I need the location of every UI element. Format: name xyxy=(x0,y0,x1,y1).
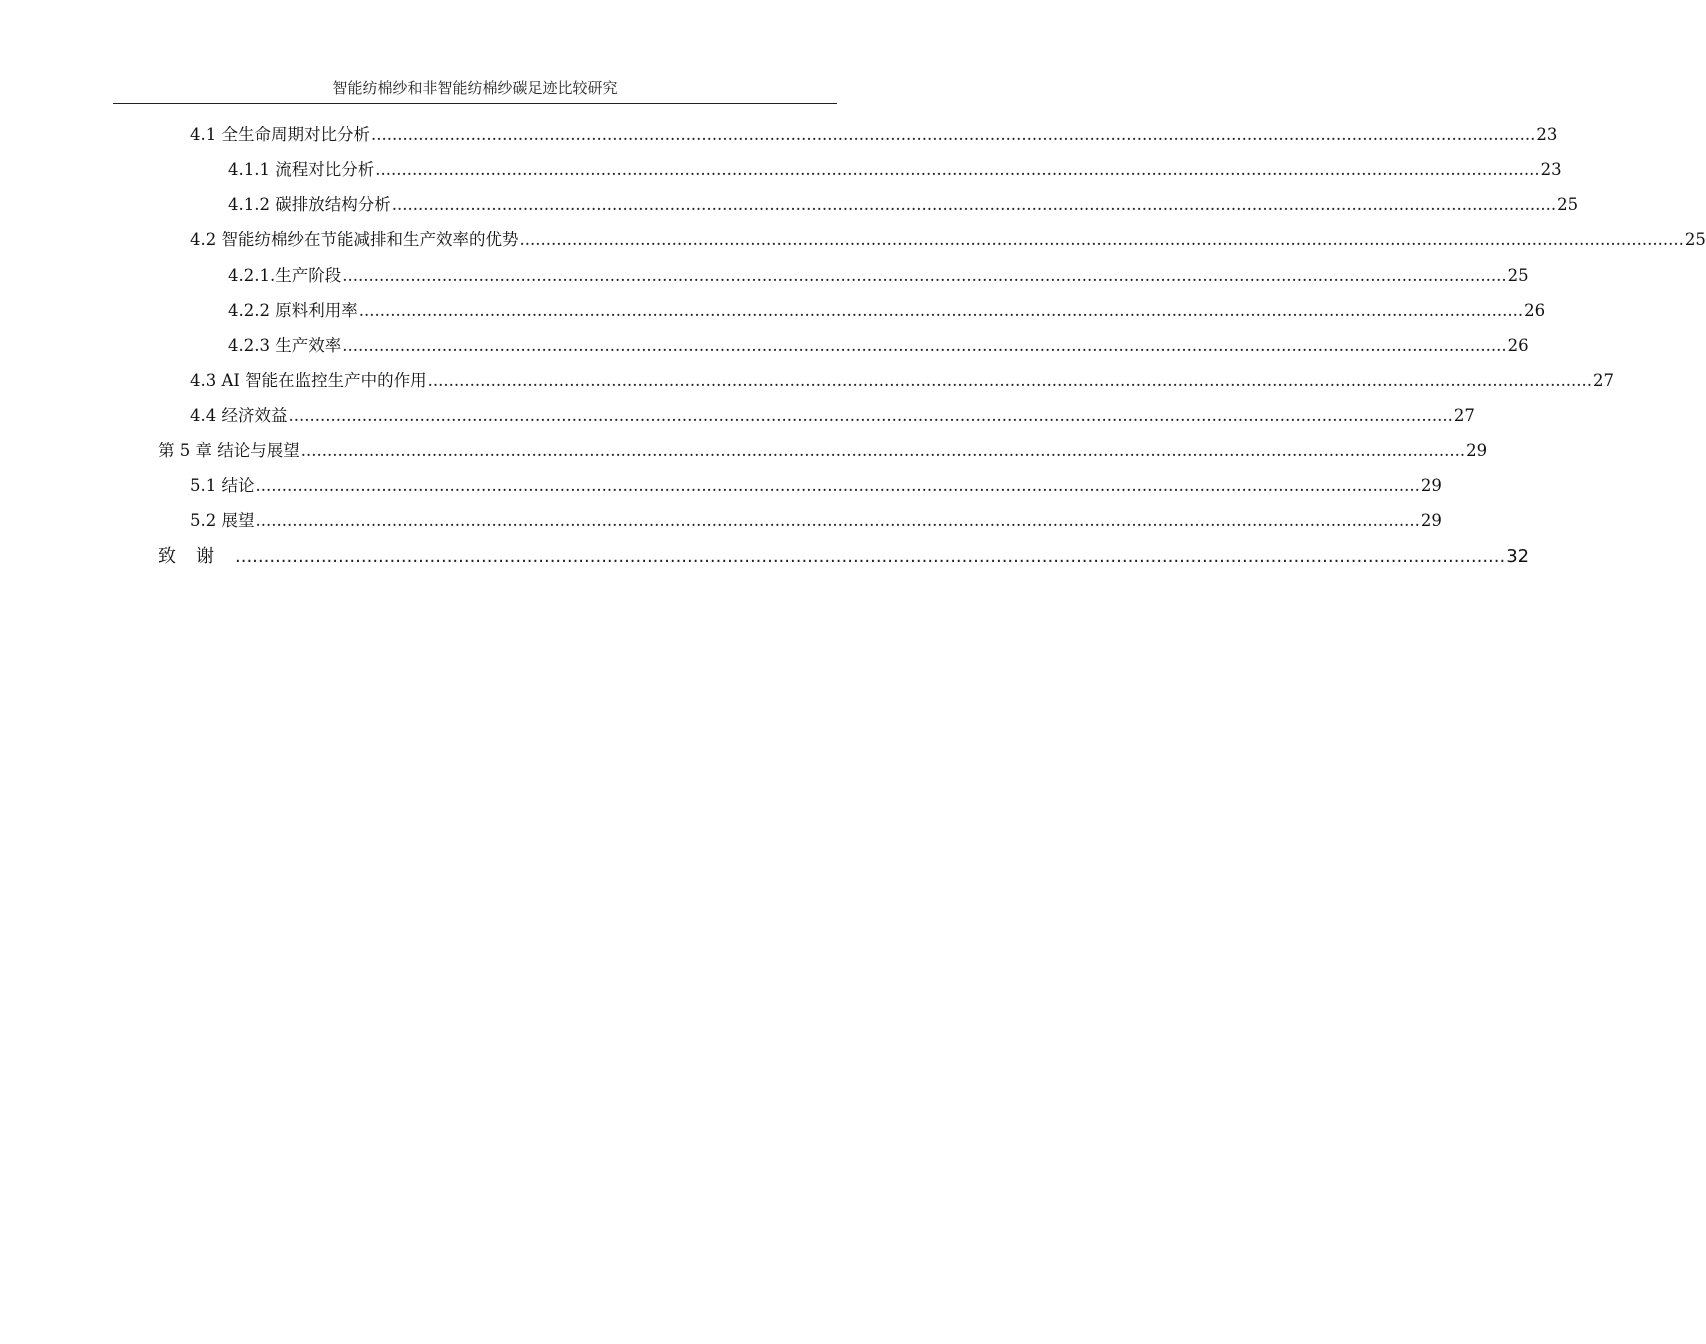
toc-page-number: 29 xyxy=(1420,511,1442,530)
toc-dot-leader: .............................................................................................................................................................................................................................. xyxy=(342,266,1507,285)
toc-entry-4-2[interactable] xyxy=(190,225,1706,251)
header-rule xyxy=(113,103,837,104)
toc-dot-leader: .............................................................................................................................................................................................................................. xyxy=(391,195,1557,214)
toc-entry-4-2-2[interactable] xyxy=(228,296,1546,322)
toc-entry-4-3[interactable] xyxy=(190,366,1615,392)
toc-page-number: 23 xyxy=(1540,160,1562,179)
toc-entry-label: 5.1 结论 xyxy=(190,476,255,495)
toc-entry-label: 5.2 展望 xyxy=(190,511,255,530)
toc-page-number: 27 xyxy=(1593,371,1615,390)
toc-dot-leader: .............................................................................................................................................................................................................................. xyxy=(300,441,1466,460)
toc-dot-leader: .............................................................................................................................................................................................................................. xyxy=(427,371,1593,390)
toc-page-number: 25 xyxy=(1684,230,1706,249)
toc-chapter-prefix: 第 xyxy=(158,441,175,460)
toc-dot-leader: .............................................................................................................................................................................................................................. xyxy=(358,301,1524,320)
toc-page-number: 25 xyxy=(1557,195,1579,214)
toc-chapter-number: 5 xyxy=(174,441,196,460)
toc-entry-4-2-1[interactable] xyxy=(228,261,1529,287)
toc-dot-leader: .............................................................................................................................................................................................................................. xyxy=(255,511,1420,530)
toc-entry-label: 4.2.2 原料利用率 xyxy=(228,301,358,320)
toc-entry-5-2[interactable] xyxy=(190,506,1442,532)
toc-page-number: 27 xyxy=(1453,406,1475,425)
toc-entry-4-1-2[interactable] xyxy=(228,190,1579,216)
toc-page-number: 26 xyxy=(1524,301,1546,320)
toc-entry-label: 4.1.2 碳排放结构分析 xyxy=(228,195,391,214)
toc-entry-label: 致谢 xyxy=(158,546,234,567)
toc-entry-label: 4.2.3 生产效率 xyxy=(228,336,342,355)
toc-entry-label: 4.2.1.生产阶段 xyxy=(228,266,342,285)
toc-entry-4-2-3[interactable] xyxy=(228,331,1529,357)
toc-page-number: 29 xyxy=(1466,441,1488,460)
toc-entry-label: 4.1 全生命周期对比分析 xyxy=(190,125,370,144)
toc-dot-leader: .............................................................................................................................................................................................................................. xyxy=(255,476,1420,495)
toc-page-number: 26 xyxy=(1507,336,1529,355)
toc-dot-leader: .............................................................................................................................................................................................................................. xyxy=(235,546,1506,567)
toc-page-number: 32 xyxy=(1506,546,1530,567)
toc-page-number: 23 xyxy=(1536,125,1558,144)
toc-page-number: 29 xyxy=(1420,476,1442,495)
toc-entry-label: 4.4 经济效益 xyxy=(190,406,288,425)
running-header: 智能纺棉纱和非智能纺棉纱碳足迹比较研究 xyxy=(332,79,618,97)
toc-entry-5-1[interactable] xyxy=(190,471,1442,497)
toc-dot-leader: .............................................................................................................................................................................................................................. xyxy=(519,230,1684,249)
toc-chapter-title: 章 结论与展望 xyxy=(195,441,300,460)
toc-entry-4-1[interactable] xyxy=(190,120,1558,146)
toc-entry-label: 4.1.1 流程对比分析 xyxy=(228,160,375,179)
toc-entry-4-4[interactable] xyxy=(190,401,1475,427)
toc-entry-4-1-1[interactable] xyxy=(228,155,1562,181)
toc-chapter-label xyxy=(158,440,300,462)
toc-dot-leader: .............................................................................................................................................................................................................................. xyxy=(288,406,1453,425)
toc-entry-chapter-5[interactable] xyxy=(158,436,1488,462)
toc-entry-label: 4.3 AI 智能在监控生产中的作用 xyxy=(190,371,427,390)
toc-entry-acknowledgements[interactable] xyxy=(158,542,1530,568)
toc-page-number: 25 xyxy=(1507,266,1529,285)
toc-dot-leader: .............................................................................................................................................................................................................................. xyxy=(342,336,1507,355)
toc-entry-label: 4.2 智能纺棉纱在节能减排和生产效率的优势 xyxy=(190,230,519,249)
toc-dot-leader: .............................................................................................................................................................................................................................. xyxy=(375,160,1540,179)
toc-dot-leader: .............................................................................................................................................................................................................................. xyxy=(371,125,1536,144)
